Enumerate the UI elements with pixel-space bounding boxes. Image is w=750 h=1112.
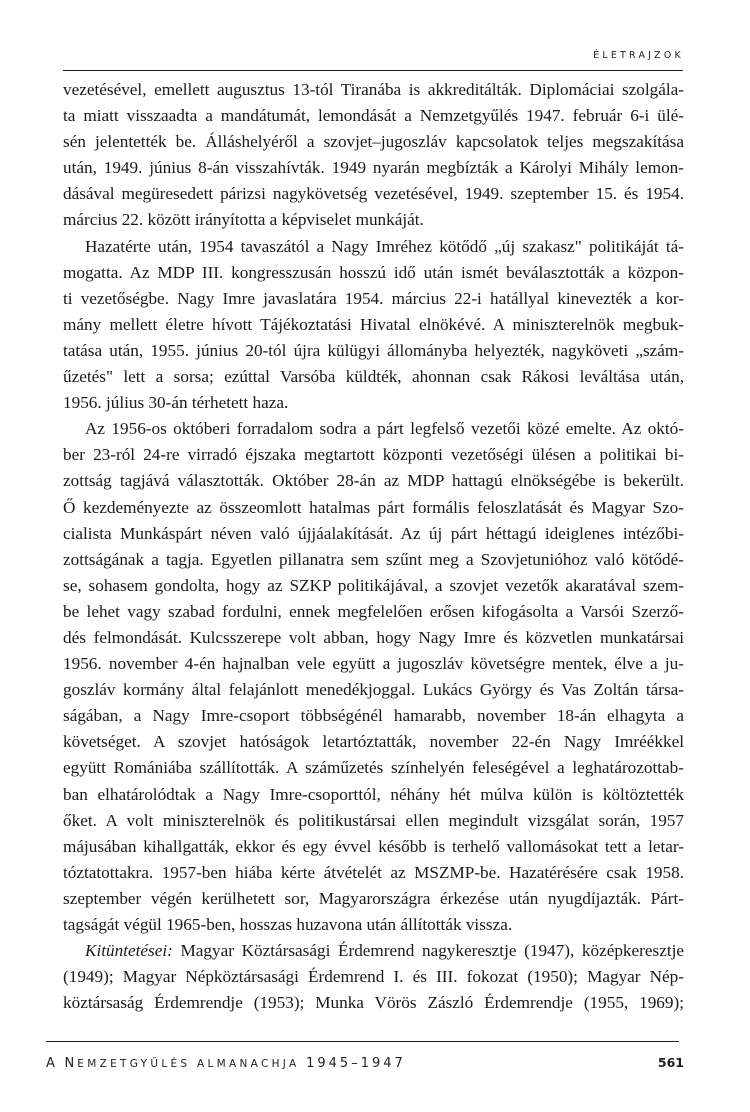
biography-body-text [63, 77, 684, 1016]
honors-line [63, 938, 684, 964]
text-line-content: 1956. november 4-én hajnalban vele együtt a jugoszláv követségre mentek, élve a ju- [63, 654, 684, 674]
text-line-content: sén jelentették be. Álláshelyéről a szovjet–jugoszláv kapcsolatok teljes megszakítása [63, 132, 684, 152]
text-line [63, 834, 684, 860]
text-line [63, 703, 684, 729]
text-line-content: májusában kihallgatták, ekkor és egy évvel később is terhelő vallomásokat tett a letar- [63, 836, 684, 856]
text-line-content: tatása után, 1955. június 20-tól újra külügyi állományba helyezték, nagyköveti „szám- [63, 340, 684, 360]
text-line [63, 625, 684, 651]
footer-title-initial: A [46, 1056, 58, 1071]
honors-line-content: köztársaság Érdemrendje (1953); Munka Vörös Zászló Érdemrendje (1955, 1969); [63, 993, 684, 1013]
text-line [63, 207, 684, 233]
text-line-content: ságában, a Nagy Imre-csoport többségénél hamarabb, november 18-án elhagyta a [63, 706, 684, 726]
text-line [63, 442, 684, 468]
text-line [63, 599, 684, 625]
text-line-content: goszláv kormány által felajánlott menedékjoggal. Lukács György és Vas Zoltán társa- [63, 680, 684, 700]
text-line-content: ta miatt visszaadta a mandátumát, lemondását a Nemzetgyűlés 1947. február 6-i ülé- [63, 106, 684, 126]
text-line-content: Ő kezdeményezte az összeomlott hatalmas párt formális feloszlatását és Magyar Szo- [63, 497, 684, 517]
honors-text: Magyar Köztársasági Érdemrend nagykeresztje (1947), középkeresztje [172, 941, 684, 961]
footer-title-n: N [64, 1056, 78, 1071]
text-line-content: őket. A volt miniszterelnök és politikustársai ellen megindult vizsgálat során, 1957 [63, 810, 684, 830]
text-line-content: ban elhatárolódtak a Nagy Imre-csoporttól, néhány hét múlva külön is költöztették [63, 784, 684, 804]
footer-book-title [46, 1056, 406, 1071]
text-line-content: ti vezetőségbe. Nagy Imre javaslatára 1954. március 22-i hatállyal kinevezték a kor- [63, 288, 684, 308]
text-line-content: cialista Munkáspárt néven való újjáalakítását. Az új párt héttagú ideiglenes intézőbi- [63, 523, 684, 543]
text-line [63, 521, 684, 547]
honors-line [63, 964, 684, 990]
text-line [63, 912, 684, 938]
text-line [63, 755, 684, 781]
text-line [63, 677, 684, 703]
text-line-content: dés felmondását. Kulcsszerepe volt abban, hogy Nagy Imre és közvetlen munkatársai [63, 627, 684, 647]
text-line-content: zottság tagjává választották. Október 28-án az MDP hattagú elnökségébe is bekerült. [63, 471, 684, 491]
footer-rule [46, 1041, 679, 1042]
text-line [63, 103, 684, 129]
text-line [63, 547, 684, 573]
text-line [63, 782, 684, 808]
text-line-content: dásával megüresedett párizsi nagykövetség vezetésével, 1949. szeptember 15. és 1954. [63, 184, 684, 204]
text-line [63, 312, 684, 338]
text-line-content: után, 1949. június 8-án visszahívták. 1949 nyarán megbízták a Károlyi Mihály lemon- [63, 158, 684, 178]
text-line [63, 495, 684, 521]
honors-line-content [85, 938, 684, 964]
text-line [63, 390, 684, 416]
text-line-content: mogatta. Az MDP III. kongresszusán hosszú idő után ismét beválasztották a közpon- [63, 262, 684, 282]
text-line-content: együtt Romániába szállították. A száműzetés színhelyén feleségével a leghatározottab- [63, 758, 684, 778]
footer-title-rest: EMZETGYŰLÉS ALMANACHJA [77, 1058, 307, 1070]
honors-label: Kitüntetései: [85, 941, 173, 961]
text-line-content: szeptember végén kerülhetett sor, Magyarországra érkezése után nyugdíjazták. Párt- [63, 888, 684, 908]
page-number: 561 [657, 1055, 684, 1070]
text-line [63, 129, 684, 155]
text-line-content: vezetésével, emellett augusztus 13-tól Tiranába is akkreditálták. Diplomáciai szolgála- [63, 80, 684, 99]
running-head: ÉLETRAJZOK [593, 50, 684, 61]
text-line-content: se, sohasem gondolta, hogy az SZKP politikájával, a szovjet vezetők akaratával szem- [63, 575, 684, 595]
text-line-content: tagságát végül 1965-ben, hosszas huzavona után állították vissza. [63, 915, 513, 934]
text-line-content: mány mellett életre hívott Tájékoztatási Hivatal elnökévé. A miniszterelnök megbuk- [63, 314, 684, 334]
text-line [63, 286, 684, 312]
text-line-content: zottságának a tagja. Egyetlen pillanatra sem szűnt meg a Szovjetunióhoz való kötődé- [63, 549, 684, 569]
text-line-content: be lehet vagy szabad fordulni, ennek megfelelően erősen kifogásolta a Varsói Szerző- [63, 601, 684, 621]
text-line [63, 416, 684, 442]
text-line [63, 155, 684, 181]
text-line-content: űzetés" lett a sorsa; ezúttal Varsóba küldték, ahonnan csak Rákosi leváltása után, [63, 367, 684, 387]
text-line-content: követséget. A szovjet hatóságok letartóztatták, november 22-én Nagy Imréékkel [63, 732, 684, 752]
text-line-content: Az 1956-os októberi forradalom sodra a párt legfelső vezetői közé emelte. Az októ- [85, 419, 684, 439]
text-line [63, 808, 684, 834]
text-line [63, 729, 684, 755]
text-line [63, 77, 684, 103]
text-line-content: 1956. július 30-án térhetett haza. [63, 393, 289, 413]
text-line-content: ber 23-ról 24-re virradó éjszaka megtartott központi vezetőségi ülésen a politikai bi- [63, 445, 684, 465]
text-line [63, 468, 684, 494]
text-line-content: Hazatérte után, 1954 tavaszától a Nagy Imréhez kötődő „új szakasz" politikáját tá- [85, 236, 684, 256]
text-line [63, 260, 684, 286]
text-line [63, 573, 684, 599]
text-line [63, 886, 684, 912]
text-line [63, 860, 684, 886]
text-line-content: március 22. között irányította a képviselet munkáját. [63, 210, 424, 230]
honors-line-content: (1949); Magyar Népköztársasági Érdemrend I. és III. fokozat (1950); Magyar Nép- [63, 967, 684, 987]
text-line-content: tóztatottakra. 1957-ben hiába kérte átvételét az MSZMP-be. Hazatérésére csak 1958. [63, 862, 684, 882]
text-line [63, 651, 684, 677]
honors-line [63, 990, 684, 1016]
text-line [63, 234, 684, 260]
header-rule [63, 70, 683, 71]
footer-title-years: 1945–1947 [306, 1056, 406, 1071]
text-line [63, 338, 684, 364]
text-line [63, 364, 684, 390]
text-line [63, 181, 684, 207]
